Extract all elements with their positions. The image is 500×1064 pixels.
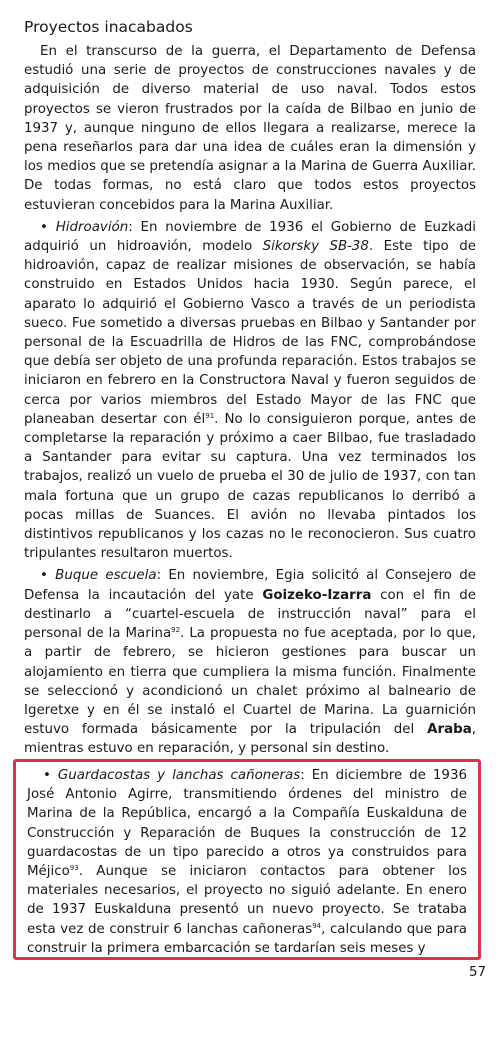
item-title: Guardacostas y lanchas cañoneras (57, 768, 301, 783)
yacht-name: Goizeko-Izarra (262, 587, 372, 603)
intro-paragraph: En el transcurso de la guerra, el Departamento de Defensa estudió una serie de proyectos de construcciones navales y de adquisición de diverso material de uso naval. Todos estos proyectos se vieron frustrados por la caída de Bilbao en junio de 1937 y, aunque ninguno de ellos llegara a realizarse, merece la pena reseñarlos para dar una idea de cuáles eran la dimensión y los medios que se pretendía asignar a la Marina de Guerra Auxiliar. De todas formas, no está claro que todos estos proyectos estuvieran concebidos para la Marina Auxiliar. (24, 44, 476, 213)
item-guardacostas (27, 766, 467, 958)
item-text: , mientras estuvo en reparación, y personal sin destino. (24, 722, 476, 757)
item-title: Hidroavión (55, 219, 129, 235)
item-text: . Este tipo de hidroavión, capaz de realizar misiones de observación, se había construido en Estados Unidos hacia 1930. Según parece, el aparato lo adquirió el Gobierno Vasco a través de un periodista sueco. Fue sometido a diversas pruebas en Bilbao y Santander por personal de la Escuadrilla de Hidros de las FNC, comprobándose que debía ser objeto de una profunda reparación. Estos trabajos se iniciaron en febrero en la Constructora Naval y fueron seguidos de cerca por varios miembros del Estado Mayor de las FNC que planeaban desertar con él (24, 239, 476, 427)
item-title: Buque escuela (55, 568, 157, 584)
item-text: . No lo consiguieron porque, antes de completarse la reparación y próximo a caer Bilbao, fue trasladado a Santander para evitar su captura. Una vez terminados los trabajos, realizó un vuelo de prueba el 30 de julio de 1937, con tan mala fortuna que un grupo de cazas republicanos lo derribó a pocas millas de Suances. El avión no llevaba pintados los distintivos republicanos y los cazas no le reconocieron. Sus cuatro tripulantes resultaron muertos. (24, 411, 476, 562)
item-text: : En noviembre de 1936 el Gobierno de Euzkadi adquirió un hidroavión, modelo (24, 219, 476, 255)
bullet: • (43, 768, 51, 783)
page-content (24, 16, 476, 762)
item-text: con el fin de destinarlo a “cuartel-escuela de instrucción naval” para el personal de la Marina (24, 587, 476, 642)
highlight-box (13, 759, 481, 960)
footnote-ref[interactable]: 93 (69, 864, 79, 873)
footnote-ref[interactable]: 92 (171, 626, 181, 635)
aircraft-model: Sikorsky SB-38 (262, 239, 369, 255)
section-heading: Proyectos inacabados (24, 18, 193, 36)
item-text: , calculando que para construir la primera embarcación se tardarían seis meses y (27, 921, 467, 956)
footnote-ref[interactable]: 91 (205, 411, 215, 420)
item-text: : En noviembre, Egia solicitó al Consejero de Defensa la incautación del yate (24, 568, 476, 603)
page-number: 57 (468, 965, 486, 980)
item-text: . La propuesta no fue aceptada, por lo que, a partir de febrero, se hicieron gestiones para buscar un alojamiento en tierra que cumpliera la misma función. Finalmente se seleccionó y acondicionó un chalet próximo al balneario de Igeretxe y en él se instaló el Cuartel de Marina. La guarnición estuvo formada básicamente por la tripulación del (24, 626, 476, 738)
item-text: . Aunque se iniciaron contactos para obtener los materiales necesarios, el proyecto no siguió adelante. En enero de 1937 Euskalduna presentó un nuevo proyecto. Se trataba esta vez de construir 6 lanchas cañoneras (27, 864, 467, 937)
ship-name: Araba (427, 722, 472, 738)
item-text: : En diciembre de 1936 José Antonio Agirre, transmitiendo órdenes del ministro de Marina de la República, encargó a la Compañía Euskalduna de Construcción y Reparación de Buques la construcción de 12 guardacostas de un tipo parecido a otros ya construidos para Méjico (27, 768, 467, 880)
bullet: • (40, 568, 48, 584)
item-hidroavion (24, 218, 476, 564)
item-buque-escuela (24, 566, 476, 758)
footnote-ref[interactable]: 94 (312, 921, 322, 930)
bullet: • (40, 219, 48, 235)
